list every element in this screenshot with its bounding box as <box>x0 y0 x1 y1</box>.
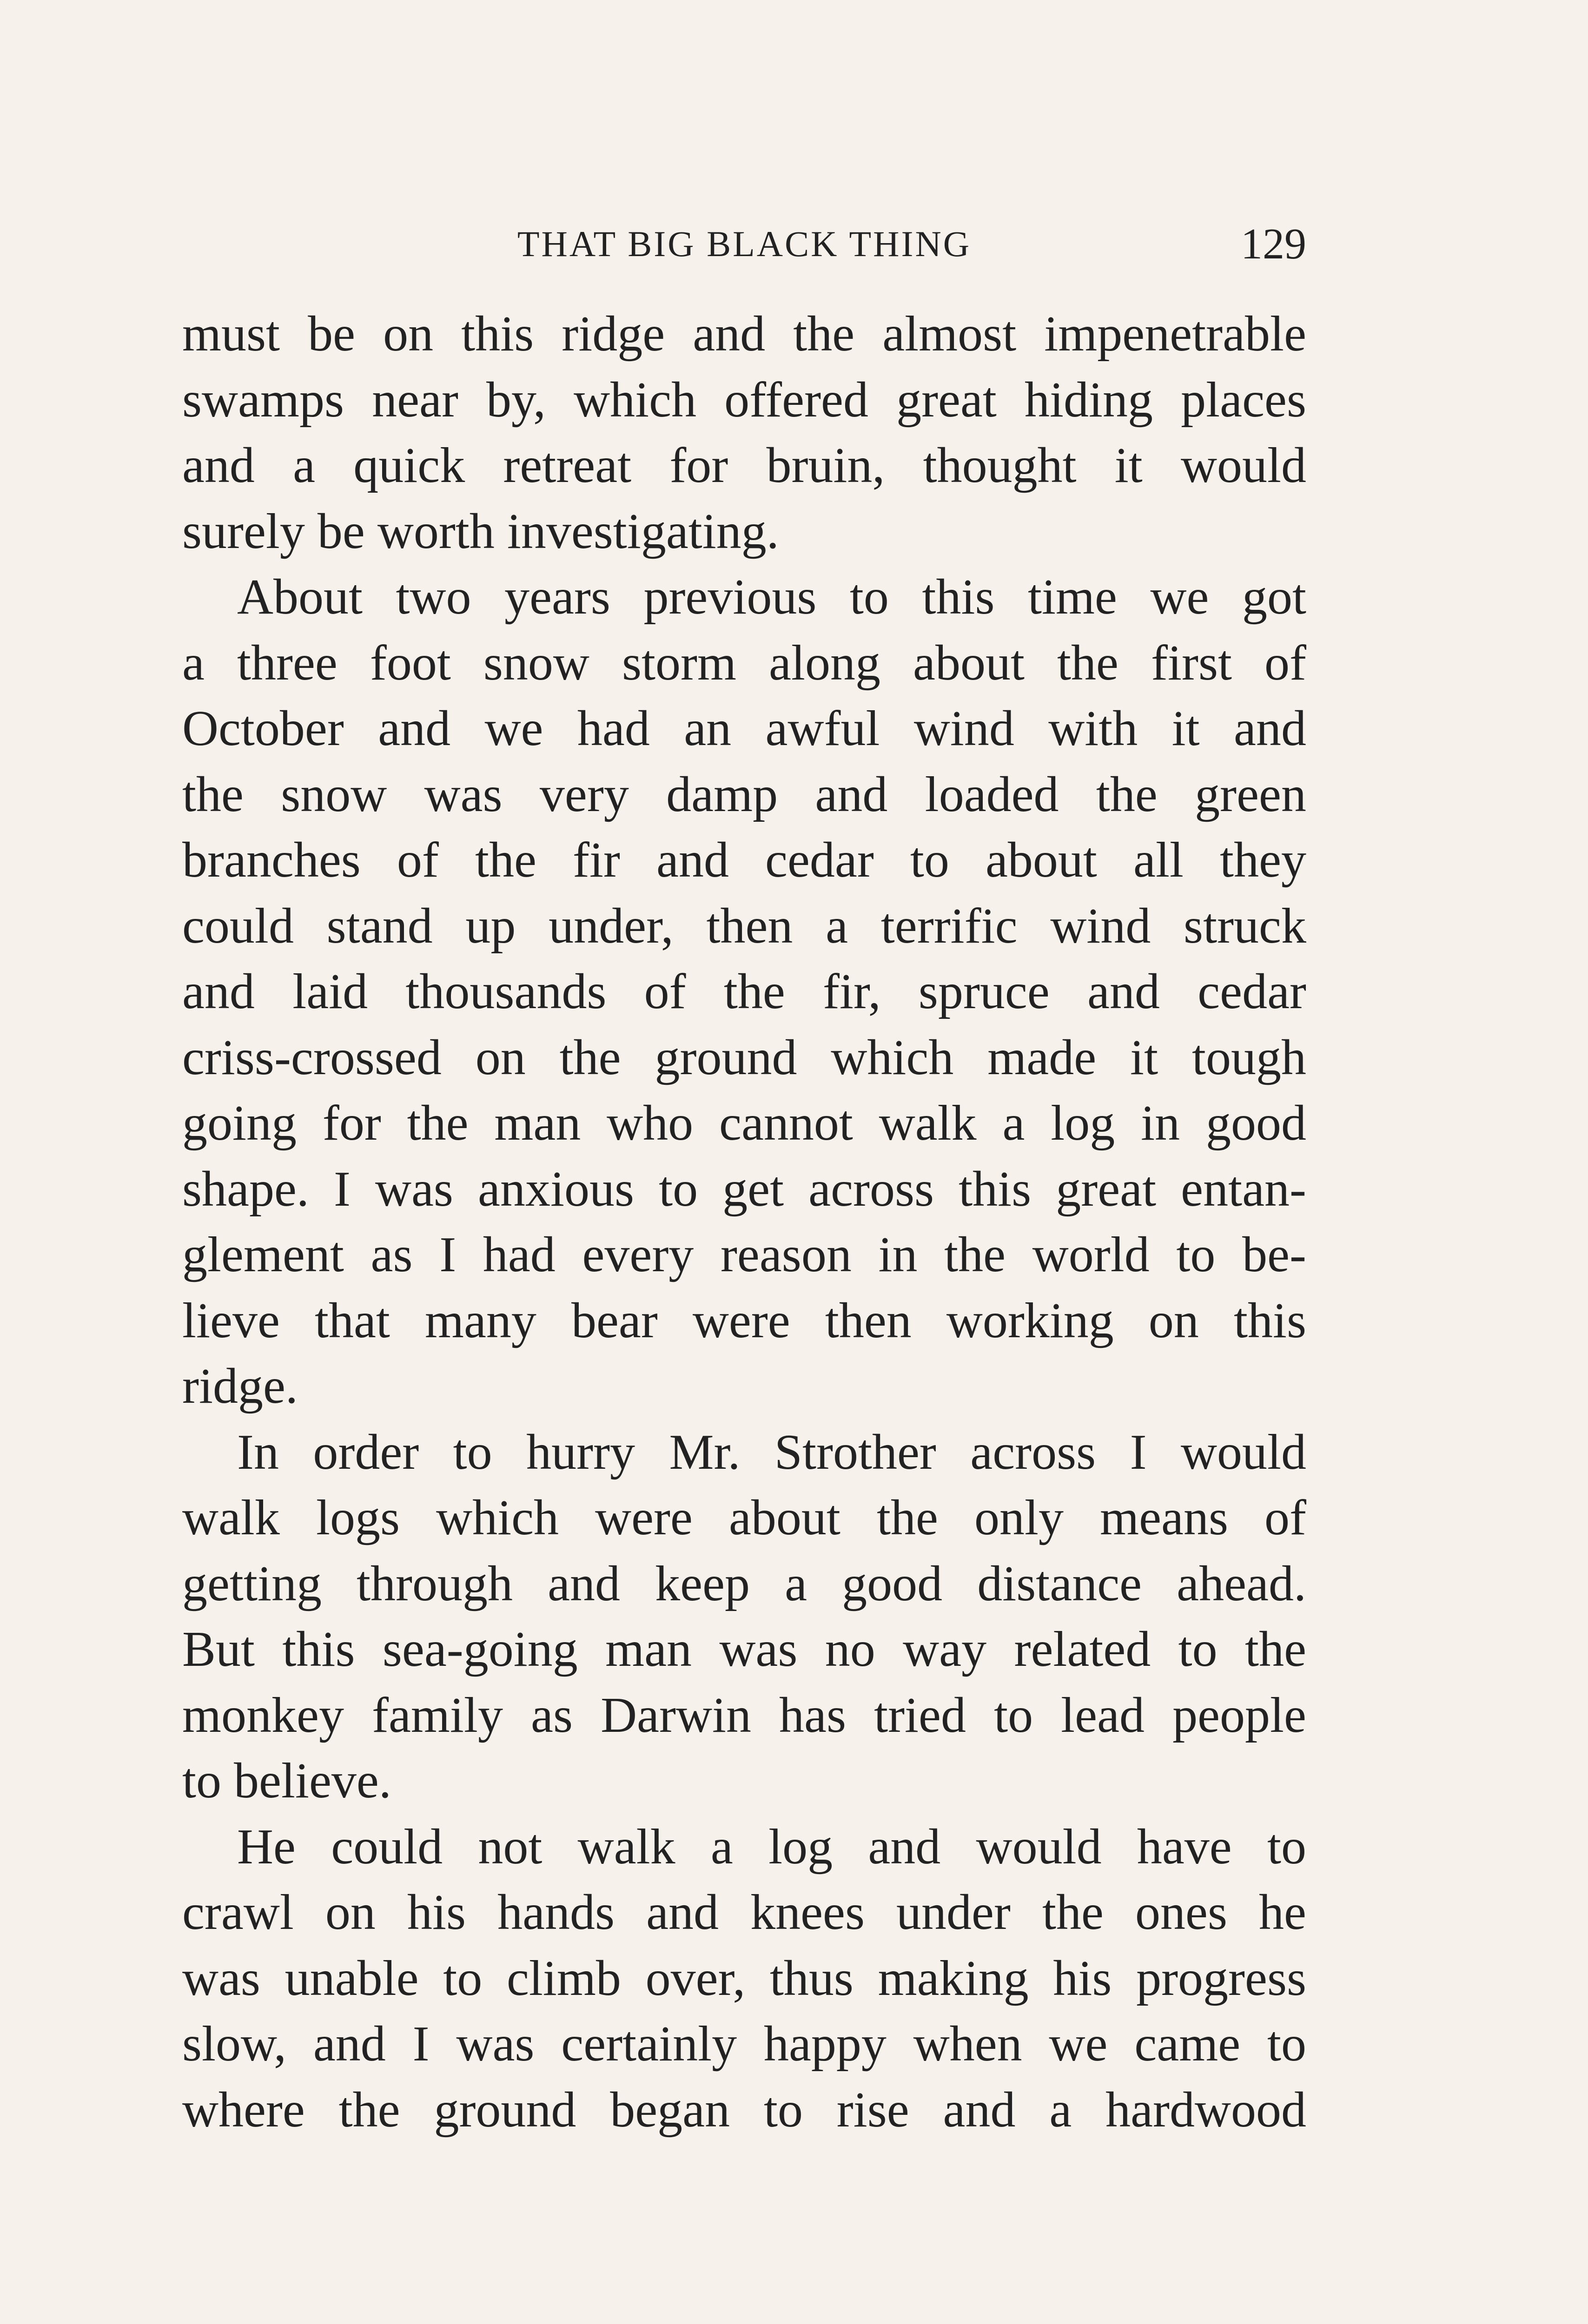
body-text <box>182 301 1306 2143</box>
text-line: must be on this ridge and the almost impenetrable <box>182 306 1306 362</box>
text-line: monkey family as Darwin has tried to lead people <box>182 1687 1306 1743</box>
page-number: 129 <box>1241 220 1306 268</box>
text-line: October and we had an awful wind with it and <box>182 701 1306 756</box>
paragraph <box>182 1814 1306 2143</box>
text-line: ridge. <box>182 1359 298 1414</box>
paragraph <box>182 1419 1306 1814</box>
text-line: shape. I was anxious to get across this great entan- <box>182 1161 1306 1217</box>
text-line: and laid thousands of the fir, spruce and cedar <box>182 964 1306 1019</box>
text-line: crawl on his hands and knees under the ones he <box>182 1885 1306 1940</box>
text-line: was unable to climb over, thus making his progress <box>182 1950 1306 2006</box>
page-header <box>182 218 1306 270</box>
text-line: could stand up under, then a terrific wind struck <box>182 898 1306 954</box>
paragraph <box>182 564 1306 1419</box>
text-line: In order to hurry Mr. Strother across I would <box>237 1424 1306 1480</box>
text-line: to believe. <box>182 1753 391 1809</box>
text-line: About two years previous to this time we got <box>237 569 1306 625</box>
text-line: and a quick retreat for bruin, thought it would <box>182 438 1306 493</box>
text-line: glement as I had every reason in the world to be- <box>182 1227 1306 1282</box>
text-line: criss-crossed on the ground which made it tough <box>182 1030 1306 1085</box>
text-line: swamps near by, which offered great hiding places <box>182 372 1306 428</box>
text-line: surely be worth investigating. <box>182 503 779 559</box>
text-line: where the ground began to rise and a hardwood <box>182 2082 1306 2138</box>
text-line: walk logs which were about the only means of <box>182 1490 1306 1545</box>
paragraph <box>182 301 1306 564</box>
text-line: going for the man who cannot walk a log in good <box>182 1096 1306 1151</box>
text-line: But this sea-going man was no way related to the <box>182 1622 1306 1677</box>
text-line: getting through and keep a good distance ahead. <box>182 1556 1306 1611</box>
text-line: He could not walk a log and would have to <box>237 1819 1306 1875</box>
running-head: THAT BIG BLACK THING <box>517 224 972 264</box>
text-line: lieve that many bear were then working on this <box>182 1293 1306 1348</box>
text-line: slow, and I was certainly happy when we came to <box>182 2016 1306 2072</box>
text-line: a three foot snow storm along about the first of <box>182 635 1306 691</box>
text-line: branches of the fir and cedar to about all they <box>182 832 1306 888</box>
text-line: the snow was very damp and loaded the green <box>182 766 1306 822</box>
